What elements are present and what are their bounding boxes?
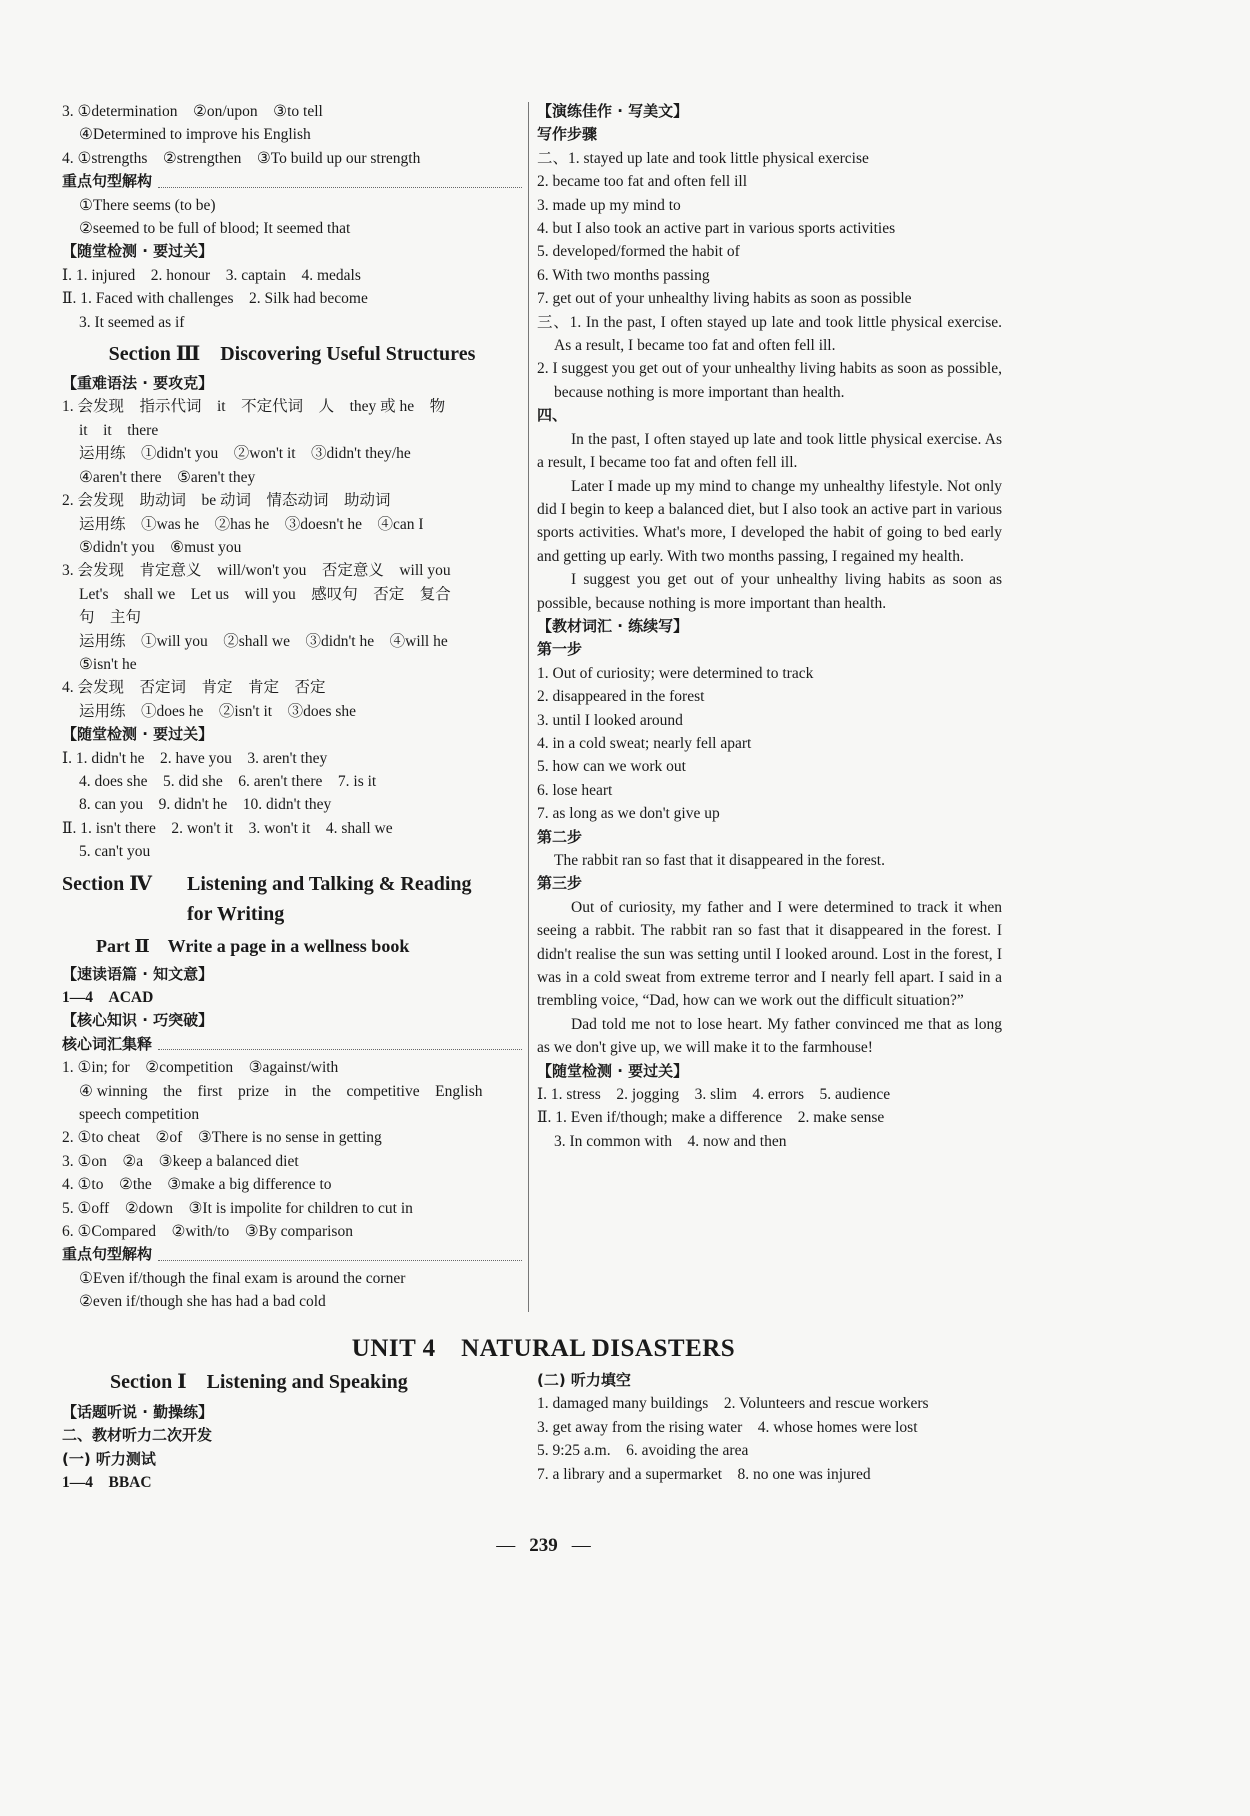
answer-line: ①Even if/though the final exam is around the corner	[79, 1269, 406, 1287]
answer-line: 运用练 ①didn't you ②won't it ③didn't they/he	[79, 445, 411, 463]
section-tag: 【话题听说 · 勤操练】	[62, 1403, 214, 1421]
answer-paragraph: 三、1. In the past, I often stayed up late and took little physical exercise. As a result, I became too fat and often fell ill.	[537, 313, 1002, 355]
answer-line: Ⅰ. 1. injured 2. honour 3. captain 4. medals	[62, 266, 361, 284]
section-tag: 【教材词汇 · 练续写】	[537, 616, 689, 635]
answer-line: 运用练 ①was he ②has he ③doesn't he ④can I	[79, 515, 424, 533]
answer-line: 1. ①in; for ②competition ③against/with	[62, 1059, 339, 1077]
answer-line: 1—4 BBAC	[62, 1474, 152, 1492]
answer-line: Ⅱ. 1. Even if/though; make a difference 2. make sense	[537, 1109, 885, 1127]
subheading-four: 四、	[537, 406, 568, 425]
answer-line: ④aren't there ⑤aren't they	[79, 468, 256, 486]
answer-line: 7. get out of your unhealthy living habits as soon as possible	[537, 290, 912, 308]
answer-line: 3. get away from the rising water 4. whose homes were lost	[537, 1418, 918, 1436]
answer-line: ①There seems (to be)	[79, 196, 216, 214]
essay-paragraph: I suggest you get out of your unhealthy living habits as soon as possible, because nothing is more important than health.	[537, 571, 1002, 612]
section-tag: 【随堂检测 · 要过关】	[62, 725, 214, 744]
answer-line: 1—4 ACAD	[62, 989, 154, 1006]
section-tag: 【演练佳作 · 写美文】	[537, 102, 689, 120]
left-column	[62, 100, 522, 1314]
subheading-step3: 第三步	[537, 874, 583, 893]
subheading-step2: 第二步	[537, 827, 583, 846]
answer-line: 3. In common with 4. now and then	[554, 1132, 787, 1150]
answer-line: 5. how can we work out	[537, 758, 686, 776]
answer-line: Ⅰ. 1. didn't he 2. have you 3. aren't they	[62, 749, 328, 767]
answer-line: 6. ①Compared ②with/to ③By comparison	[62, 1223, 353, 1241]
subheading-core-vocab: 核心词汇集释	[62, 1033, 522, 1056]
answer-line: Ⅰ. 1. stress 2. jogging 3. slim 4. errors 5. audience	[537, 1086, 891, 1104]
answer-line: The rabbit ran so fast that it disappeared in the forest.	[554, 852, 885, 869]
answer-line: 2. 会发现 助动词 be 动词 情态动词 助动词	[62, 492, 391, 510]
column-divider	[528, 102, 529, 1312]
answer-line: 6. lose heart	[537, 781, 613, 799]
essay-paragraph: In the past, I often stayed up late and took little physical exercise. As a result, I became too fat and often fell ill.	[537, 430, 1002, 472]
answer-line: 5. can't you	[79, 843, 151, 861]
answer-line: 4. does she 5. did she 6. aren't there 7. is it	[79, 772, 377, 790]
answer-line: 1. damaged many buildings 2. Volunteers and rescue workers	[537, 1395, 929, 1413]
answer-paragraph: 2. I suggest you get out of your unhealthy living habits as soon as possible, because nothing is more important than health.	[537, 360, 1002, 401]
answer-line: 7. as long as we don't give up	[537, 805, 720, 823]
answer-line: Ⅱ. 1. isn't there 2. won't it 3. won't it 4. shall we	[62, 819, 393, 837]
unit-right-block	[537, 1367, 1002, 1486]
section-tag: 【重难语法 · 要攻克】	[62, 374, 214, 393]
answer-line: 3. It seemed as if	[79, 313, 185, 331]
answer-line: 6. With two months passing	[537, 266, 710, 284]
answer-line: it it there	[79, 421, 159, 439]
section-tag: 【速读语篇 · 知文意】	[62, 964, 214, 983]
answer-line: ④Determined to improve his English	[79, 126, 311, 144]
subheading-step1: 第一步	[537, 640, 583, 659]
answer-line: 5. 9:25 a.m. 6. avoiding the area	[537, 1442, 749, 1460]
section-tag: 【随堂检测 · 要过关】	[537, 1061, 689, 1080]
answer-line: 3. ①determination ②on/upon ③to tell	[62, 103, 323, 120]
section-heading: Section Ⅰ Listening and Speaking	[110, 1371, 408, 1393]
answer-line: ②even if/though she has had a bad cold	[79, 1293, 326, 1311]
right-column	[537, 100, 1002, 1153]
answer-line: 5. ①off ②down ③It is impolite for children to cut in	[62, 1199, 413, 1217]
section-tag: 【核心知识 · 巧突破】	[62, 1011, 214, 1030]
answer-line: 4. ①to ②the ③make a big difference to	[62, 1176, 332, 1194]
answer-line: 2. disappeared in the forest	[537, 688, 705, 706]
section-heading-cont: for Writing	[187, 902, 285, 925]
answer-line: 5. developed/formed the habit of	[537, 243, 740, 261]
part-heading: Part Ⅱ Write a page in a wellness book	[96, 935, 410, 956]
answer-line: 8. can you 9. didn't he 10. didn't they	[79, 796, 332, 814]
section-heading: Section Ⅳ Listening and Talking & Reading	[62, 872, 472, 895]
unit-left-block	[62, 1367, 522, 1495]
page-number: — 239 —	[496, 1535, 591, 1556]
answer-line: 1. 会发现 指示代词 it 不定代词 人 they 或 he 物	[62, 398, 446, 416]
answer-line: 3. ①on ②a ③keep a balanced diet	[62, 1152, 299, 1170]
subheading-steps: 写作步骤	[537, 125, 598, 144]
answer-line: 3. made up my mind to	[537, 196, 681, 214]
answer-line: 4. but I also took an active part in various sports activities	[537, 220, 896, 238]
answer-line: 2. ①to cheat ②of ③There is no sense in getting	[62, 1129, 382, 1147]
answer-line: Ⅱ. 1. Faced with challenges 2. Silk had become	[62, 290, 368, 308]
answer-line: ⑤isn't he	[79, 655, 137, 673]
subheading-listening: 二、教材听力二次开发	[62, 1426, 213, 1445]
section-heading: Section Ⅲ Discovering Useful Structures	[108, 343, 476, 366]
subheading-fill: (二) 听力填空	[537, 1371, 631, 1389]
answer-line: 运用练 ①does he ②isn't it ③does she	[79, 702, 357, 720]
answer-line: ②seemed to be full of blood; It seemed that	[79, 220, 351, 238]
answer-line: ⑤didn't you ⑥must you	[79, 538, 242, 556]
answer-line: 4. ①strengths ②strengthen ③To build up our strength	[62, 149, 421, 167]
answer-line: 4. 会发现 否定词 肯定 肯定 否定	[62, 679, 326, 697]
subheading-key-sentence: 重点句型解构	[62, 170, 522, 193]
answer-line: 句 主句	[79, 609, 142, 627]
answer-line: 1. Out of curiosity; were determined to track	[537, 664, 814, 682]
answer-line: speech competition	[79, 1106, 200, 1124]
subheading-test: (一) 听力测试	[62, 1449, 156, 1468]
answer-line: 2. became too fat and often fell ill	[537, 173, 748, 191]
answer-line: 7. a library and a supermarket 8. no one was injured	[537, 1465, 871, 1483]
answer-line: Let's shall we Let us will you 感叹句 否定 复合	[79, 585, 451, 603]
section-tag: 【随堂检测 · 要过关】	[62, 242, 214, 261]
unit-title: UNIT 4 NATURAL DISASTERS	[351, 1335, 736, 1362]
answer-line: 运用练 ①will you ②shall we ③didn't he ④will he	[79, 632, 448, 650]
answer-line: ④ winning the first prize in the competitive English	[79, 1082, 483, 1100]
essay-paragraph: Later I made up my mind to change my unhealthy lifestyle. Not only did I begin to keep a balanced diet, but I also took an active part in various sports activities. What's more, I developed the habit of going to bed early and getting up early. With two months passing, I regained my health.	[537, 477, 1002, 565]
subheading-key-sentence: 重点句型解构	[62, 1243, 522, 1266]
answer-line: 二、1. stayed up late and took little physical exercise	[537, 149, 869, 167]
essay-paragraph: Dad told me not to lose heart. My father convinced me that as long as we don't give up, we will make it to the farmhouse!	[537, 1015, 1002, 1057]
answer-line: 3. until I looked around	[537, 711, 683, 729]
answer-line: 3. 会发现 肯定意义 will/won't you 否定意义 will you	[62, 562, 451, 580]
answer-line: 4. in a cold sweat; nearly fell apart	[537, 734, 752, 752]
essay-paragraph: Out of curiosity, my father and I were determined to track it when seeing a rabbit. The rabbit ran so fast that it disappeared in the forest. I didn't realise the sun was setting until I looked around. Lost in the forest, I was in a cold sweat from extreme terror and I nearly fell apart. I said in a trembling voice, “Dad, how can we work out the difficult situation?”	[537, 898, 1002, 1010]
